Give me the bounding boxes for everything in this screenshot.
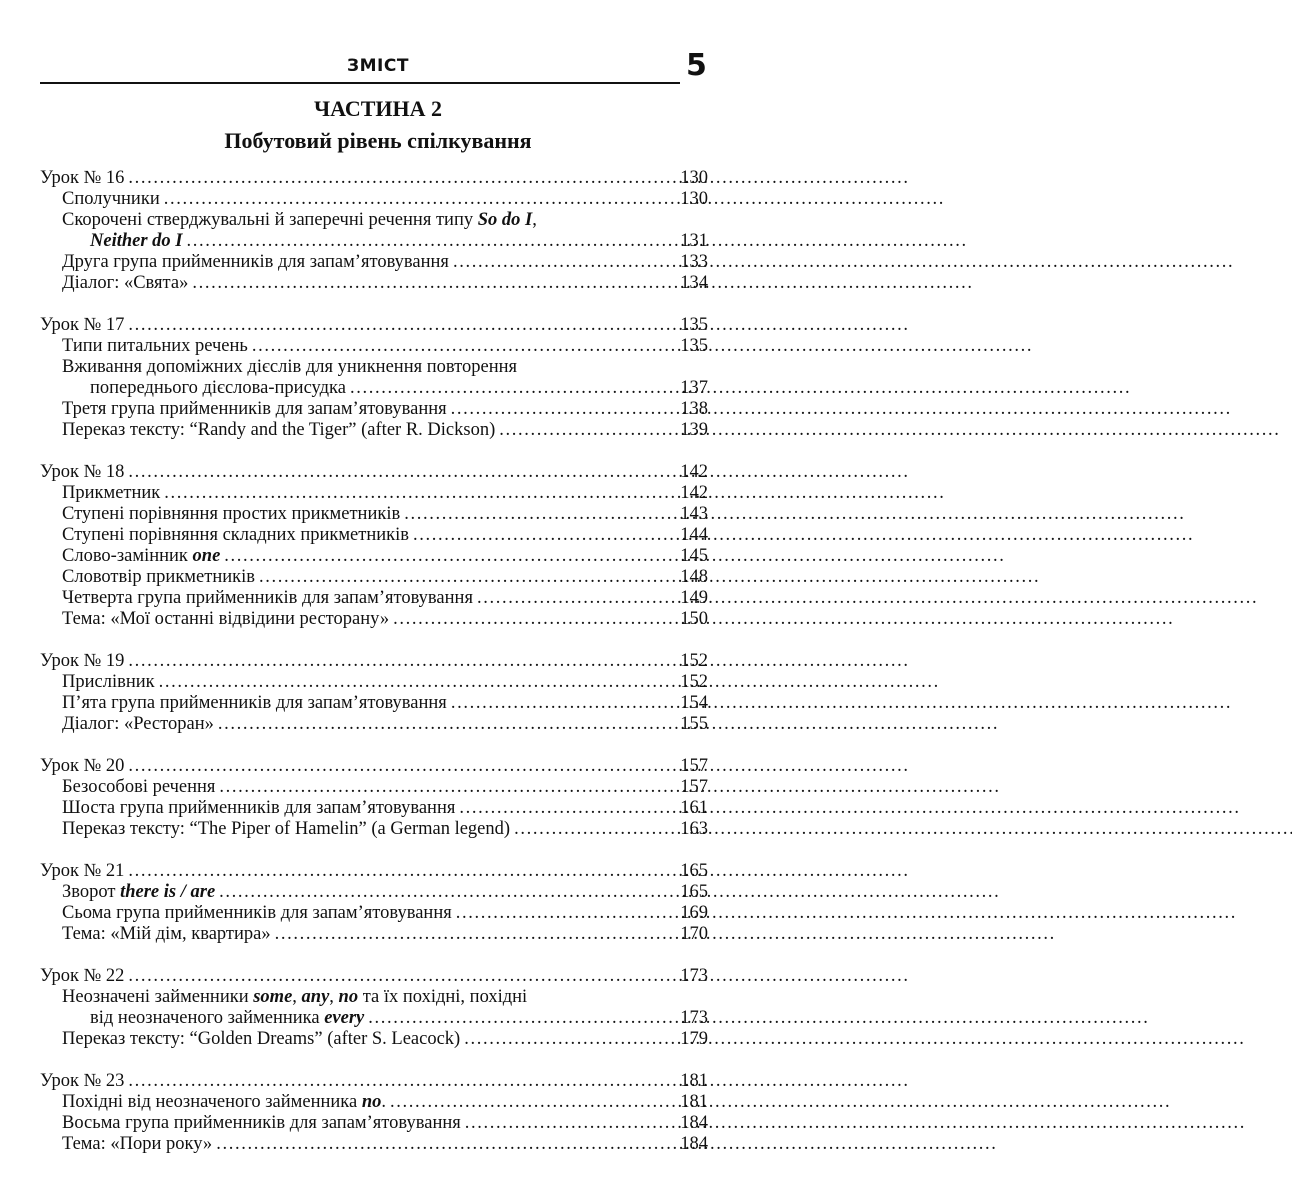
- entry-title: [62, 819, 510, 840]
- entry-text: Тема: «Мої останні відвідини ресторану»: [62, 609, 390, 629]
- lesson-entry[interactable]: [40, 1071, 708, 1092]
- entry-title: [62, 714, 214, 735]
- lesson-entry[interactable]: [40, 966, 708, 987]
- entry-page-number: 181: [680, 1071, 708, 1091]
- entry-text: Неозначені займенники: [62, 987, 254, 1007]
- entry-first-line: [40, 987, 708, 1008]
- dot-leader: [187, 231, 677, 252]
- dot-leader: [451, 399, 677, 420]
- entry-text: Урок № 19: [40, 651, 125, 671]
- topic-entry[interactable]: [40, 567, 708, 588]
- entry-page-number: 152: [680, 672, 708, 692]
- entry-text: ,: [532, 210, 537, 230]
- dot-leader: [128, 861, 676, 882]
- entry-text: Типи питальних речень: [62, 336, 248, 356]
- entry-title: [62, 693, 447, 714]
- entry-title: [62, 672, 155, 693]
- entry-page-number: 142: [680, 462, 708, 482]
- entry-page-number: 165: [680, 861, 708, 881]
- entry-page-number: 161: [680, 798, 708, 818]
- lesson-block: [40, 651, 708, 735]
- dot-leader: [128, 1071, 676, 1092]
- running-title: ЗМІСТ: [347, 56, 409, 76]
- dot-leader: [393, 609, 676, 630]
- entry-page-number: 145: [680, 546, 708, 566]
- topic-entry[interactable]: [40, 924, 708, 945]
- entry-text: Урок № 16: [40, 168, 125, 188]
- header-rule: [40, 82, 680, 84]
- lesson-block: [40, 315, 708, 441]
- dot-leader: [368, 1008, 676, 1029]
- emphasized-term: there is / are: [120, 882, 216, 902]
- dot-leader: [259, 567, 676, 588]
- dot-leader: [350, 378, 676, 399]
- dot-leader: [499, 420, 676, 441]
- emphasized-term: any: [301, 987, 330, 1007]
- entry-text: Зворот: [62, 882, 121, 902]
- entry-title: [62, 1113, 461, 1134]
- entry-page-number: 184: [680, 1134, 708, 1154]
- entry-page-number: 152: [680, 651, 708, 671]
- entry-text: Шоста група прийменників для запам’ятовування: [62, 798, 456, 818]
- entry-page-number: 163: [680, 819, 708, 839]
- dot-leader: [404, 504, 676, 525]
- emphasized-term: Neither do I: [90, 231, 183, 251]
- entry-page-number: 154: [680, 693, 708, 713]
- entry-text: .: [381, 1092, 386, 1112]
- entry-text: Діалог: «Ресторан»: [62, 714, 214, 734]
- lesson-entry[interactable]: [40, 462, 708, 483]
- entry-text: Тема: «Пори року»: [62, 1134, 213, 1154]
- page-number: 5: [686, 48, 707, 83]
- entry-text: Урок № 23: [40, 1071, 125, 1091]
- entry-text: Сполучники: [62, 189, 160, 209]
- entry-text: Ступені порівняння простих прикметників: [62, 504, 401, 524]
- entry-page-number: 137: [680, 378, 708, 398]
- entry-page-number: 134: [680, 273, 708, 293]
- entry-title: [90, 378, 346, 399]
- entry-title: [62, 399, 447, 420]
- lesson-entry[interactable]: [40, 756, 708, 777]
- dot-leader: [459, 798, 676, 819]
- topic-entry[interactable]: [40, 525, 708, 546]
- entry-title: [62, 483, 160, 504]
- topic-entry[interactable]: [40, 483, 708, 504]
- entry-text: Переказ тексту: “Randy and the Tiger” (after R. Dickson): [62, 420, 496, 440]
- topic-entry[interactable]: [40, 798, 708, 819]
- emphasized-term: every: [324, 1008, 365, 1028]
- entry-text: Прислівник: [62, 672, 155, 692]
- entry-page-number: 148: [680, 567, 708, 587]
- entry-page-number: 150: [680, 609, 708, 629]
- entry-text: Діалог: «Свята»: [62, 273, 189, 293]
- lesson-block: [40, 462, 708, 630]
- entry-title: [40, 168, 124, 189]
- lesson-block: [40, 168, 708, 294]
- entry-page-number: 181: [680, 1092, 708, 1112]
- entry-title: [40, 1071, 124, 1092]
- topic-entry[interactable]: [40, 714, 708, 735]
- topic-entry[interactable]: [40, 504, 708, 525]
- lesson-entry[interactable]: [40, 168, 708, 189]
- topic-entry[interactable]: [40, 609, 708, 630]
- dot-leader: [453, 252, 676, 273]
- entry-title: [62, 903, 452, 924]
- entry-page-number: 149: [680, 588, 708, 608]
- dot-leader: [128, 651, 676, 672]
- entry-title: [40, 966, 124, 987]
- entry-text: Вживання допоміжних дієслів для уникнення повторення: [62, 357, 518, 377]
- entry-text: попереднього дієслова-присудка: [90, 378, 346, 398]
- entry-page-number: 130: [680, 168, 708, 188]
- entry-text: Ступені порівняння складних прикметників: [62, 525, 410, 545]
- topic-entry[interactable]: [40, 231, 708, 252]
- entry-text: Урок № 18: [40, 462, 125, 482]
- entry-title: [62, 882, 215, 903]
- topic-entry[interactable]: [40, 336, 708, 357]
- entry-title: [40, 315, 124, 336]
- dot-leader: [390, 1092, 676, 1113]
- entry-title: [40, 861, 124, 882]
- topic-entry[interactable]: [40, 378, 708, 399]
- dot-leader: [413, 525, 676, 546]
- topic-entry[interactable]: [40, 189, 708, 210]
- entry-text: Сьома група прийменників для запам’ятовування: [62, 903, 452, 923]
- dot-leader: [465, 1113, 676, 1134]
- entry-page-number: 144: [680, 525, 708, 545]
- dot-leader: [514, 819, 676, 840]
- entry-title: [62, 924, 271, 945]
- entry-text: Восьма група прийменників для запам’ятовування: [62, 1113, 461, 1133]
- entry-title: [62, 1134, 212, 1155]
- entry-page-number: 157: [680, 756, 708, 776]
- topic-entry[interactable]: [40, 777, 708, 798]
- entry-title: [62, 588, 473, 609]
- entry-text: Урок № 21: [40, 861, 125, 881]
- dot-leader: [275, 924, 677, 945]
- entry-page-number: 170: [680, 924, 708, 944]
- part-title: ЧАСТИНА 2: [313, 96, 443, 121]
- entry-title: [62, 420, 495, 441]
- topic-entry[interactable]: [40, 1113, 708, 1134]
- entry-text: Тема: «Мій дім, квартира»: [62, 924, 271, 944]
- entry-title: [62, 189, 160, 210]
- lesson-entry[interactable]: [40, 861, 708, 882]
- entry-page-number: 131: [680, 231, 708, 251]
- topic-entry[interactable]: [40, 1029, 708, 1050]
- entry-title: [90, 231, 183, 252]
- dot-leader: [451, 693, 676, 714]
- entry-title: [62, 609, 389, 630]
- entry-title: [62, 504, 400, 525]
- dot-leader: [159, 672, 677, 693]
- emphasized-term: no: [338, 987, 359, 1007]
- entry-text: Переказ тексту: “Golden Dreams” (after S. Leacock): [62, 1029, 461, 1049]
- emphasized-term: some: [253, 987, 293, 1007]
- entry-page-number: 173: [680, 1008, 708, 1028]
- dot-leader: [128, 756, 676, 777]
- topic-entry[interactable]: [40, 420, 708, 441]
- topic-entry[interactable]: [40, 1134, 708, 1155]
- entry-page-number: 139: [680, 420, 708, 440]
- entry-text: П’ята група прийменників для запам’ятовування: [62, 693, 447, 713]
- entry-text: Безособові речення: [62, 777, 216, 797]
- dot-leader: [128, 462, 676, 483]
- dot-leader: [216, 1134, 676, 1155]
- dot-leader: [219, 777, 676, 798]
- entry-title: [62, 252, 449, 273]
- topic-entry[interactable]: [40, 819, 708, 840]
- topic-entry[interactable]: [40, 399, 708, 420]
- entry-page-number: 130: [680, 189, 708, 209]
- entry-text: від неозначеного займенника: [90, 1008, 325, 1028]
- entry-page-number: 142: [680, 483, 708, 503]
- entry-title: [40, 462, 124, 483]
- entry-title: [62, 567, 255, 588]
- dot-leader: [218, 714, 676, 735]
- dot-leader: [192, 273, 676, 294]
- dot-leader: [224, 546, 676, 567]
- topic-entry[interactable]: [40, 903, 708, 924]
- topic-entry[interactable]: [40, 693, 708, 714]
- emphasized-term: So do I: [477, 210, 533, 230]
- entry-page-number: 184: [680, 1113, 708, 1133]
- entry-text: ,: [329, 987, 339, 1007]
- entry-page-number: 143: [680, 504, 708, 524]
- dot-leader: [464, 1029, 676, 1050]
- lesson-block: [40, 861, 708, 945]
- topic-entry[interactable]: [40, 882, 708, 903]
- emphasized-term: one: [192, 546, 221, 566]
- entry-text: Урок № 22: [40, 966, 125, 986]
- dot-leader: [164, 483, 676, 504]
- entry-text: Урок № 20: [40, 756, 125, 776]
- entry-first-line: [40, 357, 708, 378]
- entry-page-number: 165: [680, 882, 708, 902]
- entry-text: Прикметник: [62, 483, 161, 503]
- entry-text: та їх похідні, похідні: [358, 987, 528, 1007]
- entry-title: [90, 1008, 364, 1029]
- entry-page-number: 138: [680, 399, 708, 419]
- table-of-contents: [40, 168, 708, 1176]
- lesson-block: [40, 966, 708, 1050]
- topic-entry[interactable]: [40, 588, 708, 609]
- entry-title: [62, 1092, 386, 1113]
- lesson-entry[interactable]: [40, 651, 708, 672]
- entry-text: Третя група прийменників для запам’ятовування: [62, 399, 447, 419]
- entry-text: Похідні від неозначеного займенника: [62, 1092, 362, 1112]
- entry-page-number: 155: [680, 714, 708, 734]
- entry-text: Четверта група прийменників для запам’ятовування: [62, 588, 473, 608]
- entry-page-number: 173: [680, 966, 708, 986]
- entry-title: [62, 777, 215, 798]
- entry-page-number: 135: [680, 315, 708, 335]
- entry-page-number: 169: [680, 903, 708, 923]
- entry-title: [62, 336, 248, 357]
- dot-leader: [456, 903, 677, 924]
- topic-entry[interactable]: [40, 273, 708, 294]
- lesson-block: [40, 756, 708, 840]
- entry-text: Друга група прийменників для запам’ятовування: [62, 252, 449, 272]
- dot-leader: [219, 882, 676, 903]
- entry-page-number: 135: [680, 336, 708, 356]
- entry-title: [62, 798, 455, 819]
- emphasized-term: no: [361, 1092, 382, 1112]
- dot-leader: [164, 189, 677, 210]
- entry-text: Слово-замінник: [62, 546, 193, 566]
- entry-first-line: [40, 210, 708, 231]
- entry-page-number: 179: [680, 1029, 708, 1049]
- topic-entry[interactable]: [40, 672, 708, 693]
- entry-title: [40, 651, 124, 672]
- topic-entry[interactable]: [40, 1092, 708, 1113]
- part-subtitle: Побутовий рівень спілкування: [224, 128, 532, 153]
- entry-text: Урок № 17: [40, 315, 125, 335]
- entry-page-number: 157: [680, 777, 708, 797]
- entry-text: Скорочені стверджувальні й заперечні речення типу: [62, 210, 478, 230]
- entry-title: [40, 756, 124, 777]
- dot-leader: [128, 966, 676, 987]
- topic-entry[interactable]: [40, 546, 708, 567]
- entry-text: Переказ тексту: “The Piper of Hamelin” (a German legend): [62, 819, 511, 839]
- topic-entry[interactable]: [40, 1008, 708, 1029]
- entry-title: [62, 546, 220, 567]
- dot-leader: [252, 336, 676, 357]
- entry-title: [62, 273, 188, 294]
- dot-leader: [477, 588, 676, 609]
- entry-text: ,: [292, 987, 302, 1007]
- entry-text: Словотвір прикметників: [62, 567, 255, 587]
- lesson-entry[interactable]: [40, 315, 708, 336]
- dot-leader: [128, 315, 676, 336]
- entry-title: [62, 525, 409, 546]
- topic-entry[interactable]: [40, 252, 708, 273]
- entry-title: [62, 1029, 460, 1050]
- dot-leader: [128, 168, 676, 189]
- entry-page-number: 133: [680, 252, 708, 272]
- lesson-block: [40, 1071, 708, 1155]
